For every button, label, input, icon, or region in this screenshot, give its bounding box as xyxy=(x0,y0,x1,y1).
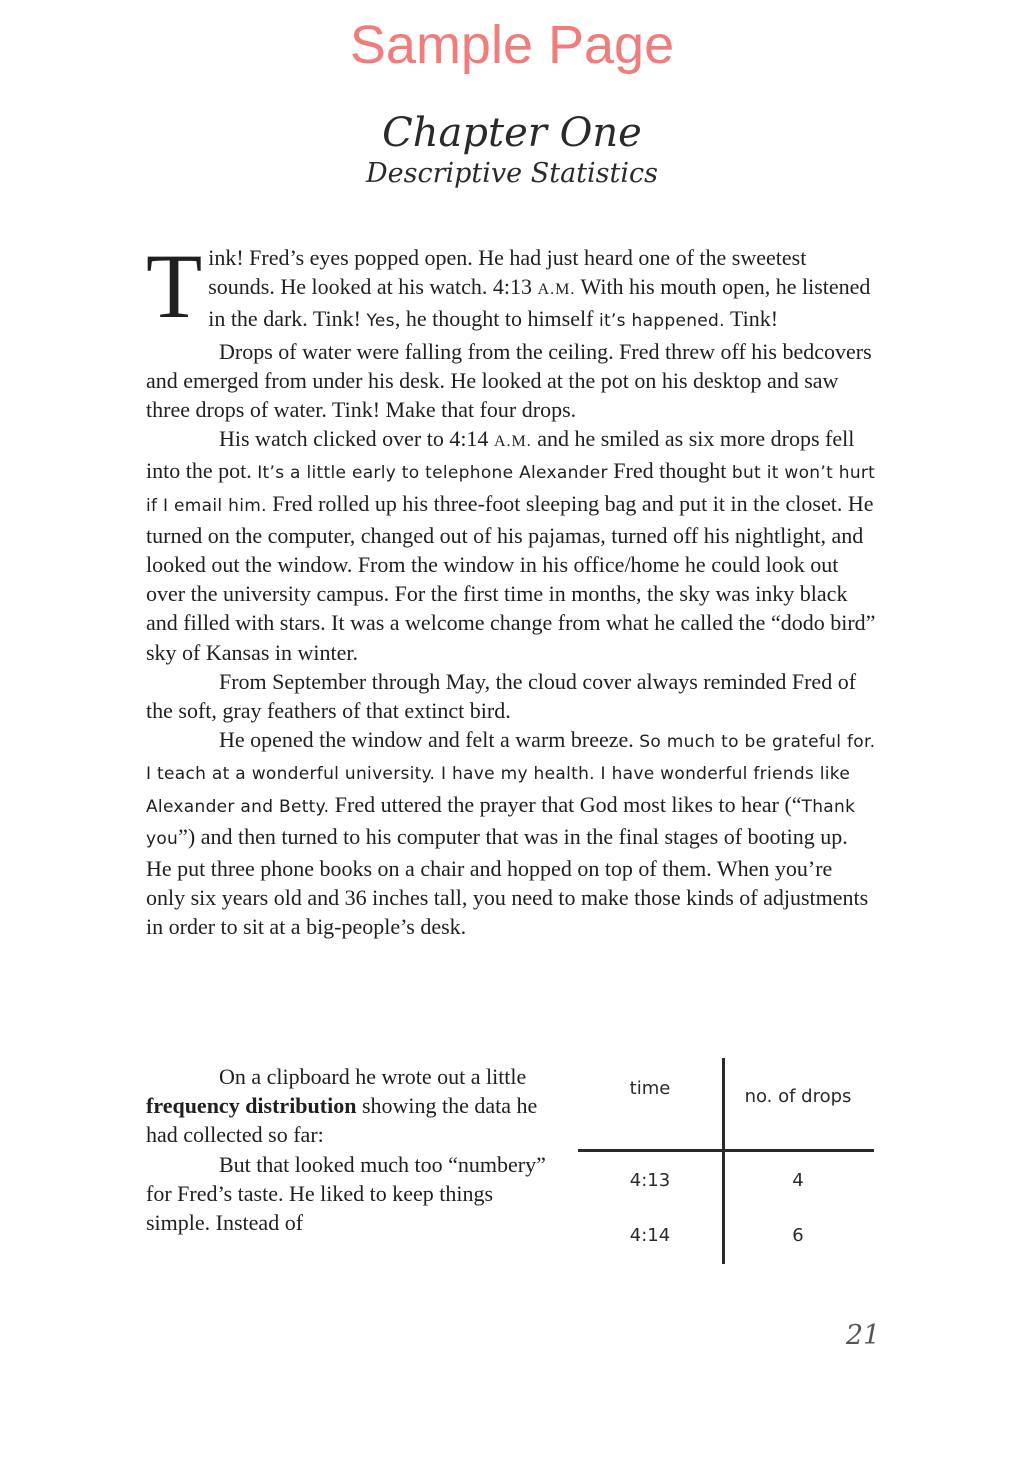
paragraph-1 xyxy=(146,235,876,337)
p1-thought-2: it’s happened. xyxy=(598,311,725,332)
side-p1-text-2: showing the data he had collected so far: xyxy=(146,1093,538,1148)
table-horizontal-rule xyxy=(578,1149,874,1152)
paragraph-5 xyxy=(146,725,876,941)
frequency-table xyxy=(578,1058,874,1264)
chapter-subtitle: Descriptive Statistics xyxy=(366,158,658,189)
sample-page-watermark: Sample Page xyxy=(349,15,675,75)
side-text xyxy=(146,1062,546,1237)
table-row-2-drops: 6 xyxy=(792,1225,804,1246)
p3-text-2: and he smiled as six more drops fell into the pot. xyxy=(146,426,855,484)
page-number: 21 xyxy=(845,1320,881,1351)
side-paragraph-2: But that looked much too “numbery” for Fred’s taste. He liked to keep things simple. Instead of xyxy=(146,1151,546,1236)
table-row-1-time: 4:13 xyxy=(629,1170,671,1191)
table-row-1-drops: 4 xyxy=(792,1170,804,1191)
p1-text-4: Tink! xyxy=(724,306,779,332)
p1-text-3: , he thought to himself xyxy=(394,306,599,332)
p3-text-4: Fred rolled up his three-foot sleeping bag and put it in the closet. He turned on the computer, changed out of his pajamas, turned off his nightlight, and looked out the window. From the window in his office/home he could look out over the university campus. For the first time in months, the sky was inky black and filled with stars. It was a welcome change from what he called the “dodo bird” sky of Kansas in winter. xyxy=(146,490,876,665)
p5-text-3: ”) and then turned to his computer that was in the final stages of booting up. He put three phone books on a chair and hopped on top of them. When you’re only six years old and 36 inches tall, you need to make those kinds of adjustments in order to sit at a big-people’s desk. xyxy=(146,823,869,940)
table-header-time: time xyxy=(629,1078,671,1099)
p3-text-3: Fred thought xyxy=(607,458,732,484)
table-vertical-rule xyxy=(722,1058,725,1264)
p3-thought-2: but it won’t hurt if I email him. xyxy=(146,463,876,516)
p1-thought-1: Yes xyxy=(366,311,395,332)
chapter-title: Chapter One xyxy=(382,110,642,156)
paragraph-4: From September through May, the cloud cover always reminded Fred of the soft, gray feathers of that extinct bird. xyxy=(146,668,857,724)
drop-cap: T xyxy=(146,235,203,337)
p1-time-suffix: A.M. xyxy=(537,281,576,299)
p3-text-1: His watch clicked over to 4:14 xyxy=(219,426,494,452)
p3-thought-1: It’s a little early to telephone Alexander xyxy=(257,463,608,484)
paragraph-3 xyxy=(146,424,876,667)
body-text xyxy=(146,235,876,942)
paragraph-2: Drops of water were falling from the ceiling. Fred threw off his bedcovers and emerged from under his desk. He looked at the pot on his desktop and saw three drops of water. Tink! Make that four drops. xyxy=(146,338,872,423)
p5-text-1: He opened the window and felt a warm breeze. xyxy=(219,727,640,753)
side-paragraph-1 xyxy=(146,1062,546,1150)
p3-time-suffix: A.M. xyxy=(493,433,532,451)
p5-thought-2: Thank you xyxy=(146,796,856,849)
p1-text-1: ink! Fred’s eyes popped open. He had just heard one of the sweetest sounds. He looked at his watch. 4:13 xyxy=(208,245,807,300)
table-row-2-time: 4:14 xyxy=(629,1225,671,1246)
p5-thought-1: So much to be grateful for. I teach at a wonderful university. I have my health. I have wonderful friends like Alexander and Betty. xyxy=(146,732,876,817)
side-p1-text-1: On a clipboard he wrote out a little xyxy=(219,1064,527,1089)
frequency-distribution-term: frequency distribution xyxy=(146,1093,357,1119)
p1-text-2: With his mouth open, he listened in the dark. Tink! xyxy=(208,274,871,332)
table-header-drops: no. of drops xyxy=(744,1086,852,1107)
p5-text-2: Fred uttered the prayer that God most likes to hear (“ xyxy=(329,791,802,817)
